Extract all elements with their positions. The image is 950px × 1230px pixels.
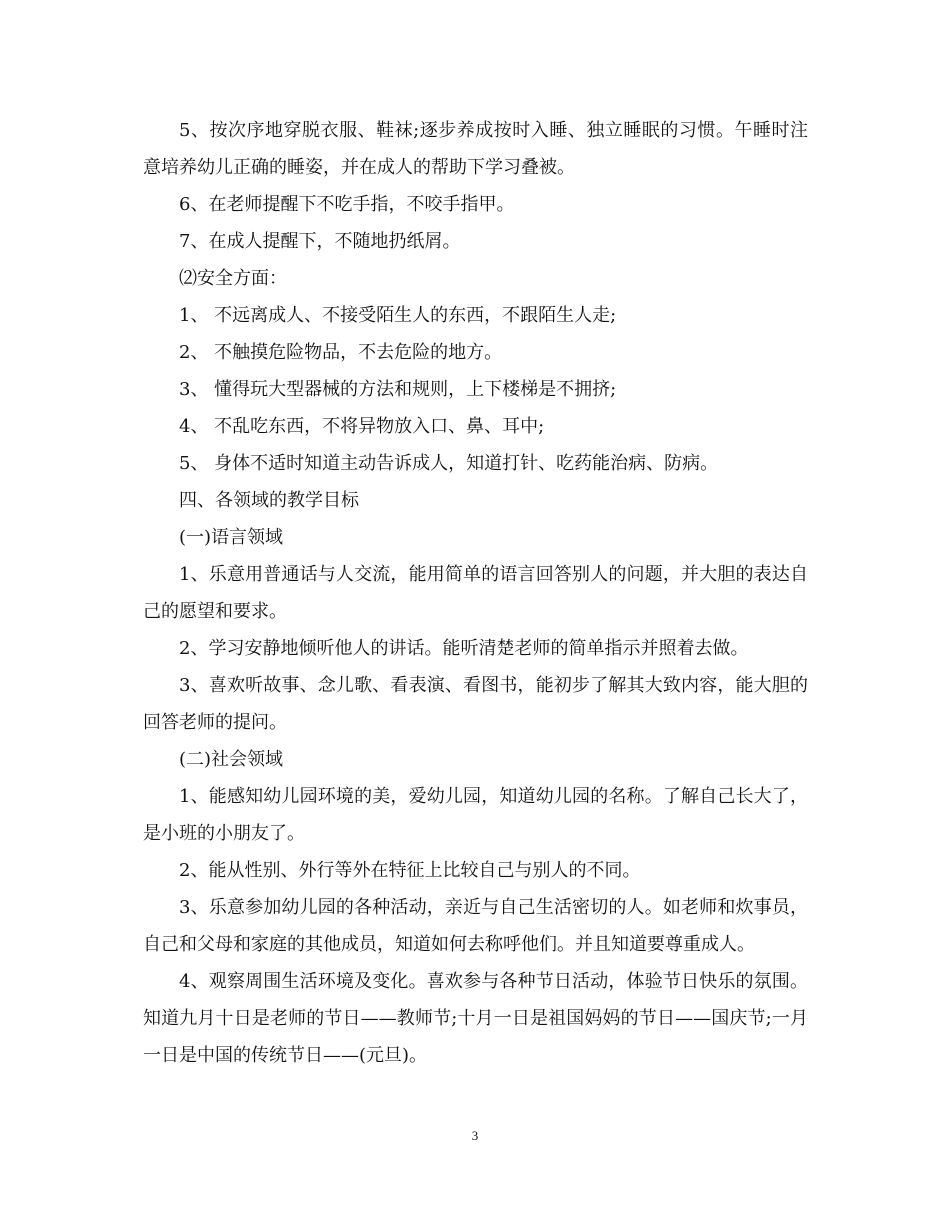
section-heading-teaching-goals: 四、各领域的教学目标 (179, 490, 359, 511)
paragraph-social-3: 3、乐意参加幼儿园的各种活动，亲近与自己生活密切的人。如老师和炊事员，自己和父母和家庭的其他成员，知道如何去称呼他们。并且知道要尊重成人。 (143, 897, 808, 955)
document-body (143, 112, 808, 1074)
paragraph-safety-1: 1、 不远离成人、不接受陌生人的东西，不跟陌生人走; (179, 305, 617, 326)
paragraph-language-3: 3、喜欢听故事、念儿歌、看表演、看图书，能初步了解其大致内容，能大胆的回答老师的提问。 (143, 675, 808, 733)
paragraph-no-littering: 7、在成人提醒下，不随地扔纸屑。 (179, 231, 461, 252)
paragraph-safety-3: 3、 懂得玩大型器械的方法和规则，上下楼梯是不拥挤; (179, 379, 617, 400)
paragraph-safety-4: 4、 不乱吃东西，不将异物放入口、鼻、耳中; (179, 416, 545, 437)
paragraph-language-2: 2、学习安静地倾听他人的讲话。能听清楚老师的简单指示并照着去做。 (179, 638, 749, 659)
paragraph-dress-sleep: 5、按次序地穿脱衣服、鞋袜;逐步养成按时入睡、独立睡眠的习惯。午睡时注意培养幼儿正确的睡姿，并在成人的帮助下学习叠被。 (143, 120, 808, 178)
paragraph-social-2: 2、能从性别、外行等外在特征上比较自己与别人的不同。 (179, 860, 641, 881)
page-number: 3 (471, 1128, 479, 1143)
paragraph-social-1: 1、能感知幼儿园环境的美，爱幼儿园，知道幼儿园的名称。了解自己长大了，是小班的小朋友了。 (143, 786, 808, 844)
paragraph-no-finger-biting: 6、在老师提醒下不吃手指，不咬手指甲。 (179, 194, 515, 215)
paragraph-language-1: 1、乐意用普通话与人交流，能用简单的语言回答别人的问题，并大胆的表达自己的愿望和要求。 (143, 564, 808, 622)
paragraph-social-4: 4、观察周围生活环境及变化。喜欢参与各种节日活动，体验节日快乐的氛围。知道九月十日是老师的节日——教师节;十月一日是祖国妈妈的节日——国庆节;一月一日是中国的传统节日——(元旦)。 (143, 971, 808, 1066)
subheading-language: (一)语言领域 (179, 527, 284, 548)
subheading-safety: ⑵安全方面： (179, 268, 287, 289)
paragraph-safety-2: 2、 不触摸危险物品，不去危险的地方。 (179, 342, 503, 363)
subheading-social: (二)社会领域 (179, 749, 284, 770)
paragraph-safety-5: 5、 身体不适时知道主动告诉成人，知道打针、吃药能治病、防病。 (179, 453, 719, 474)
